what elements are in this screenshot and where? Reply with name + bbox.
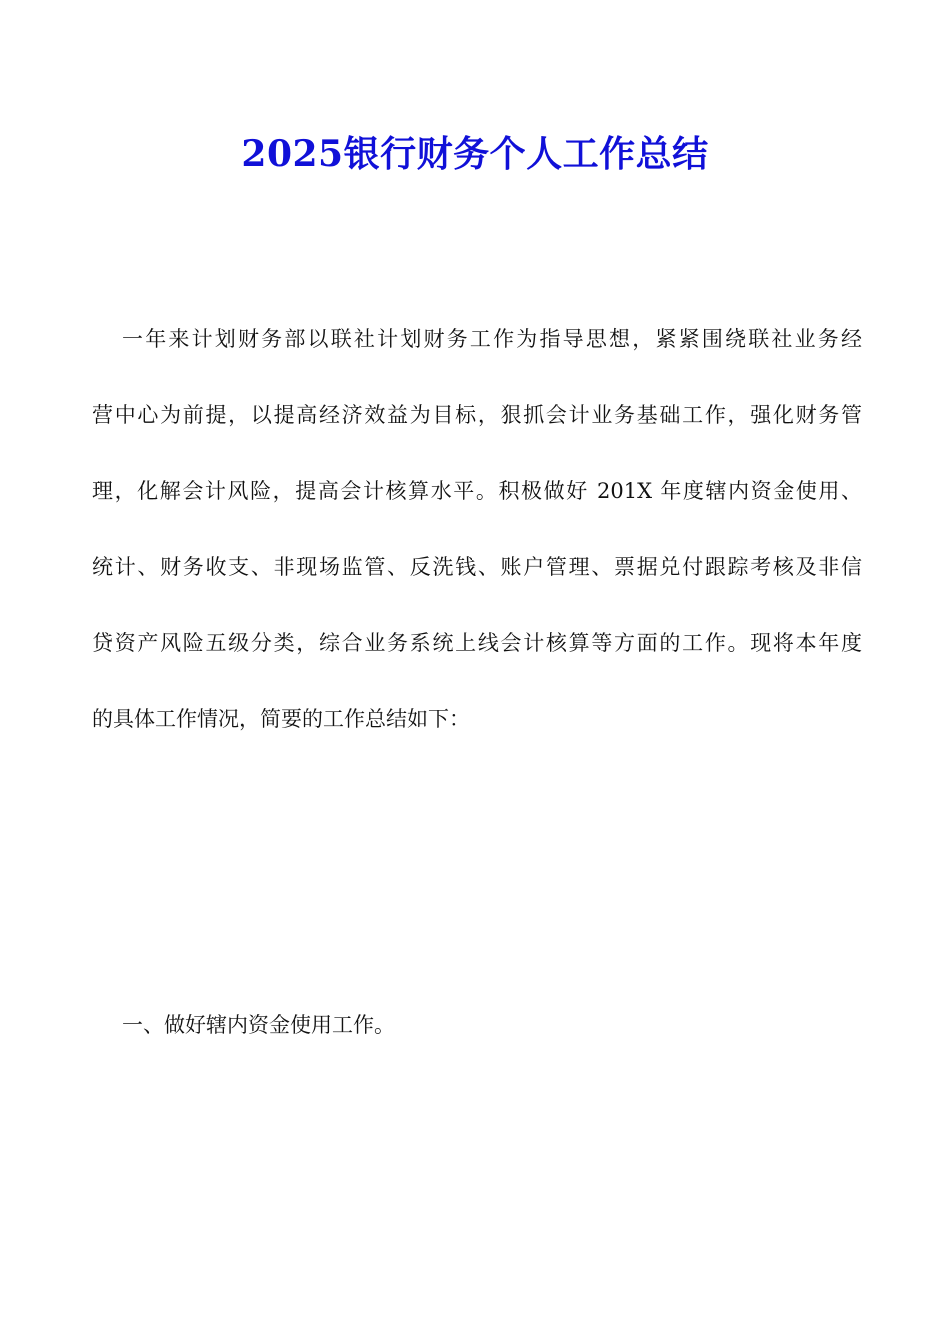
intro-paragraph [92, 320, 862, 776]
paragraph-line: 一年来计划财务部以联社计划财务工作为指导思想，紧紧围绕联社业务经 [122, 327, 862, 351]
paragraph-line: 的具体工作情况，简要的工作总结如下： [92, 707, 470, 731]
document-title: 2025银行财务个人工作总结 [241, 133, 709, 175]
paragraph-line: 营中心为前提，以提高经济效益为目标，狠抓会计业务基础工作，强化财务管 [92, 403, 862, 427]
paragraph-line: 理，化解会计风险，提高会计核算水平。积极做好 201X 年度辖内资金使用、 [92, 479, 862, 503]
paragraph-line: 统计、财务收支、非现场监管、反洗钱、账户管理、票据兑付跟踪考核及非信 [92, 555, 862, 579]
section-heading: 一、做好辖内资金使用工作。 [122, 1013, 395, 1037]
paragraph-line: 贷资产风险五级分类，综合业务系统上线会计核算等方面的工作。现将本年度 [92, 631, 862, 655]
